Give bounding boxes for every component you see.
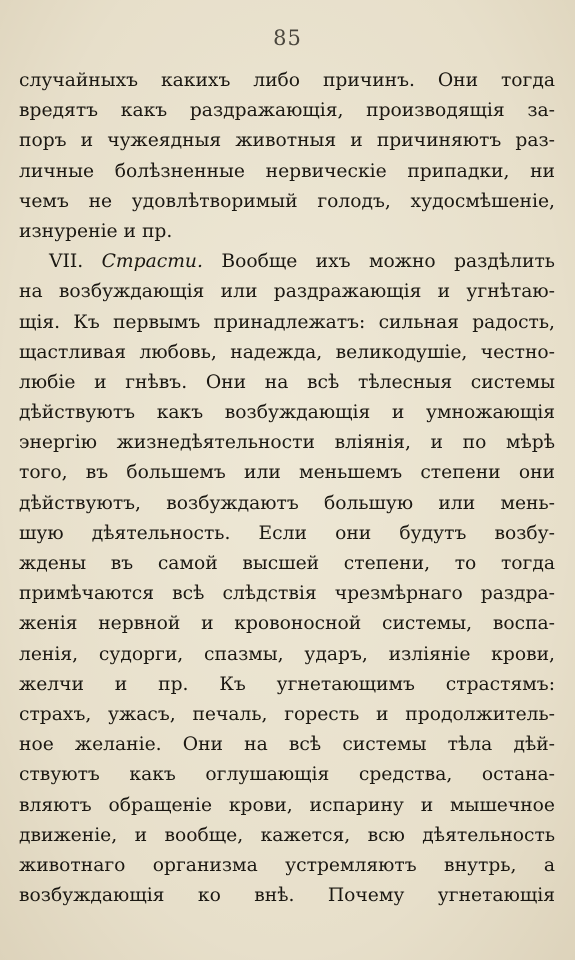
text-line: поръ и чужеядныя животныя и причиняютъ раз- bbox=[19, 130, 555, 152]
text-line: щія. Къ первымъ принадлежатъ: сильная радость, bbox=[19, 311, 555, 333]
text-line: шую дѣятельность. Если они будутъ возбу- bbox=[19, 522, 555, 544]
section-title: Страсти. bbox=[101, 251, 203, 273]
text-line: случайныхъ какихъ либо причинъ. Они тогда bbox=[19, 70, 555, 91]
text-line: дѣйствуютъ какъ возбуждающія и умножающія bbox=[19, 402, 555, 424]
text-line: на возбуждающія или раздражающія и угнѣтаю- bbox=[19, 281, 555, 303]
text-line: вредятъ какъ раздражающія, производящія за- bbox=[19, 100, 555, 122]
text-line: вляютъ обращеніе крови, испарину и мышечное bbox=[19, 794, 555, 816]
text-line: чемъ не удовлѣтворимый голодъ, худосмѣшеніе, bbox=[19, 190, 555, 212]
text-line: ствуютъ какъ оглушающія средства, останa- bbox=[19, 764, 555, 786]
text-line: желчи и пр. Къ угнетающимъ страстямъ: bbox=[19, 673, 555, 695]
section-number: VII. bbox=[49, 251, 84, 273]
text-line: дѣйствуютъ, возбуждаютъ большую или мень- bbox=[19, 492, 555, 514]
text-line: возбуждающія ко внѣ. Почему угнетающія bbox=[19, 885, 555, 907]
text-line: примѣчаются всѣ слѣдствія чрезмѣрнаго раздра- bbox=[19, 583, 555, 605]
text-line: изнуреніе и пр. bbox=[19, 220, 173, 242]
text-line: того, въ большемъ или меньшемъ степени они bbox=[19, 462, 555, 484]
text-line: животнаго организма устремляютъ внутрь, а bbox=[19, 854, 555, 876]
text-line: ждены въ самой высшей степени, то тогда bbox=[19, 553, 555, 574]
text-line: движеніе, и вообще, кажется, всю дѣятельность bbox=[19, 824, 555, 846]
text-line: личные болѣзненные нервическіе припадки, ни bbox=[19, 160, 555, 182]
page-number: 85 bbox=[273, 26, 302, 50]
text-line: страхъ, ужасъ, печаль, горесть и продолжитель- bbox=[19, 703, 555, 725]
text-line: женія нервной и кровоносной системы, воспа- bbox=[19, 613, 555, 635]
text-line: щастливая любовь, надежда, великодушіе, честно- bbox=[19, 341, 555, 363]
body-text bbox=[19, 66, 555, 911]
text-line: ленія, судорги, спазмы, ударъ, изліяніе крови, bbox=[19, 643, 555, 665]
paragraph-2 bbox=[19, 247, 555, 911]
text-line: ное желаніе. Они на всѣ системы тѣла дѣй- bbox=[19, 734, 555, 756]
text-line: любіе и гнѣвъ. Они на всѣ тѣлесныя системы bbox=[19, 371, 555, 393]
text-line: энергію жизнедѣятельности вліянія, и по мѣрѣ bbox=[19, 432, 555, 454]
section-first-line-text: Вообще ихъ можно раздѣлить bbox=[221, 251, 555, 273]
paragraph-1 bbox=[19, 66, 555, 247]
section-heading-line bbox=[19, 247, 555, 277]
